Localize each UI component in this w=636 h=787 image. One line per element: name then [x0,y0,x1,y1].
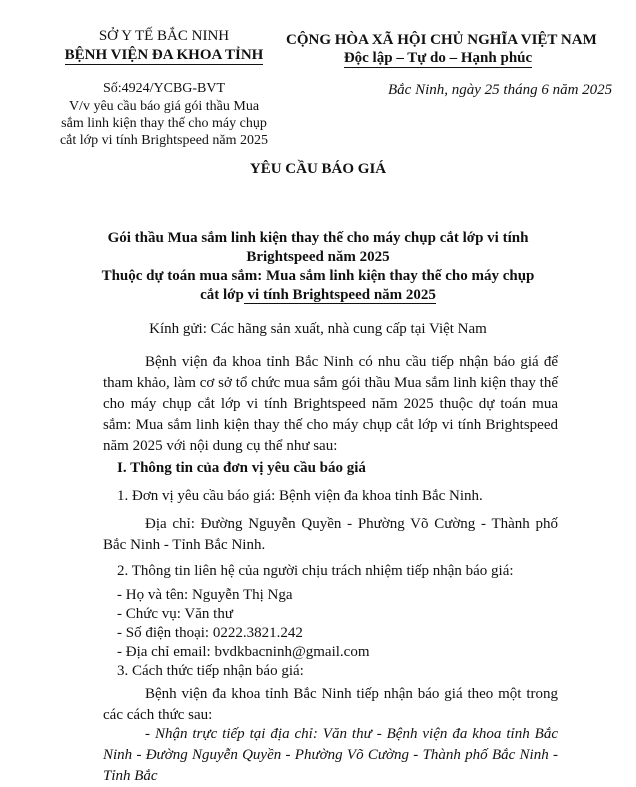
agency-name: SỞ Y TẾ BẮC NINH [98,28,230,44]
package-line-4a: cắt lớp [200,287,244,303]
doc-number: Số:4924/YCBG-BVT [102,81,226,96]
intro-paragraph: Bệnh viện đa khoa tỉnh Bắc Ninh có nhu cầu tiếp nhận báo giá để tham khảo, làm cơ sở tổ chức mua sắm gói thầu Mua sắm linh kiện thay thế cho máy chụp cắt lớp vi tính Brightspeed năm 2025 thuộc dự toán mua sắm: Mua sắm linh kiện thay thế cho máy chụp cắt lớp vi tính Brightspeed năm 2025 với nội dung cụ thể như sau: [103,354,558,454]
item-2: 2. Thông tin liên hệ của người chịu trách nhiệm tiếp nhận báo giá: [117,563,514,579]
address-paragraph: Địa chỉ: Đường Nguyễn Quyền - Phường Võ Cường - Thành phố Bắc Ninh - Tỉnh Bắc Ninh. [103,516,558,553]
contact-phone: - Số điện thoại: 0222.3821.242 [117,625,303,641]
receive-paragraph: Bệnh viện đa khoa tỉnh Bắc Ninh tiếp nhận báo giá theo một trong các cách thức sau: [103,686,558,723]
direct-delivery: - Nhận trực tiếp tại địa chỉ: Văn thư - Bệnh viện đa khoa tỉnh Bắc Ninh - Đường Nguyễn Quyền - Phường Võ Cường - Thành phố Bắc Ninh - Tỉnh Bắc [103,726,558,784]
package-line-1: Gói thầu Mua sắm linh kiện thay thế cho máy chụp cắt lớp vi tính [107,230,529,246]
package-line-4b: vi tính Brightspeed năm 2025 [243,287,436,303]
item-3: 3. Cách thức tiếp nhận báo giá: [117,663,304,679]
subject-line-3: cắt lớp vi tính Brightspeed năm 2025 [59,133,269,148]
national-motto-text: Độc lập – Tự do – Hạnh phúc [343,50,533,66]
subject-line-1: V/v yêu cầu báo giá gói thầu Mua [68,99,260,114]
package-line-3: Thuộc dự toán mua sắm: Mua sắm linh kiện thay thế cho máy chụp [101,268,535,284]
recipient: Kính gửi: Các hãng sản xuất, nhà cung cấp tại Việt Nam [149,321,487,337]
subject-line-2: sắm linh kiện thay thế cho máy chụp [61,116,267,131]
national-motto [286,50,590,67]
contact-email: - Địa chỉ email: bvdkbacninh@gmail.com [117,644,370,660]
contact-role: - Chức vụ: Văn thư [117,606,233,622]
hospital-name [40,47,288,64]
hospital-name-text: BỆNH VIỆN ĐA KHOA TỈNH [64,47,264,63]
national-title: CỘNG HÒA XÃ HỘI CHỦ NGHĨA VIỆT NAM [286,32,597,48]
item-1: 1. Đơn vị yêu cầu báo giá: Bệnh viện đa khoa tỉnh Bắc Ninh. [117,488,483,504]
package-line-2: Brightspeed năm 2025 [246,249,390,265]
section-heading: I. Thông tin của đơn vị yêu cầu báo giá [117,460,366,476]
contact-name: - Họ và tên: Nguyễn Thị Nga [117,587,293,603]
date-line: Bắc Ninh, ngày 25 tháng 6 năm 2025 [388,82,613,98]
package-line-4 [0,287,636,304]
document-title: YÊU CẦU BÁO GIÁ [249,161,387,177]
